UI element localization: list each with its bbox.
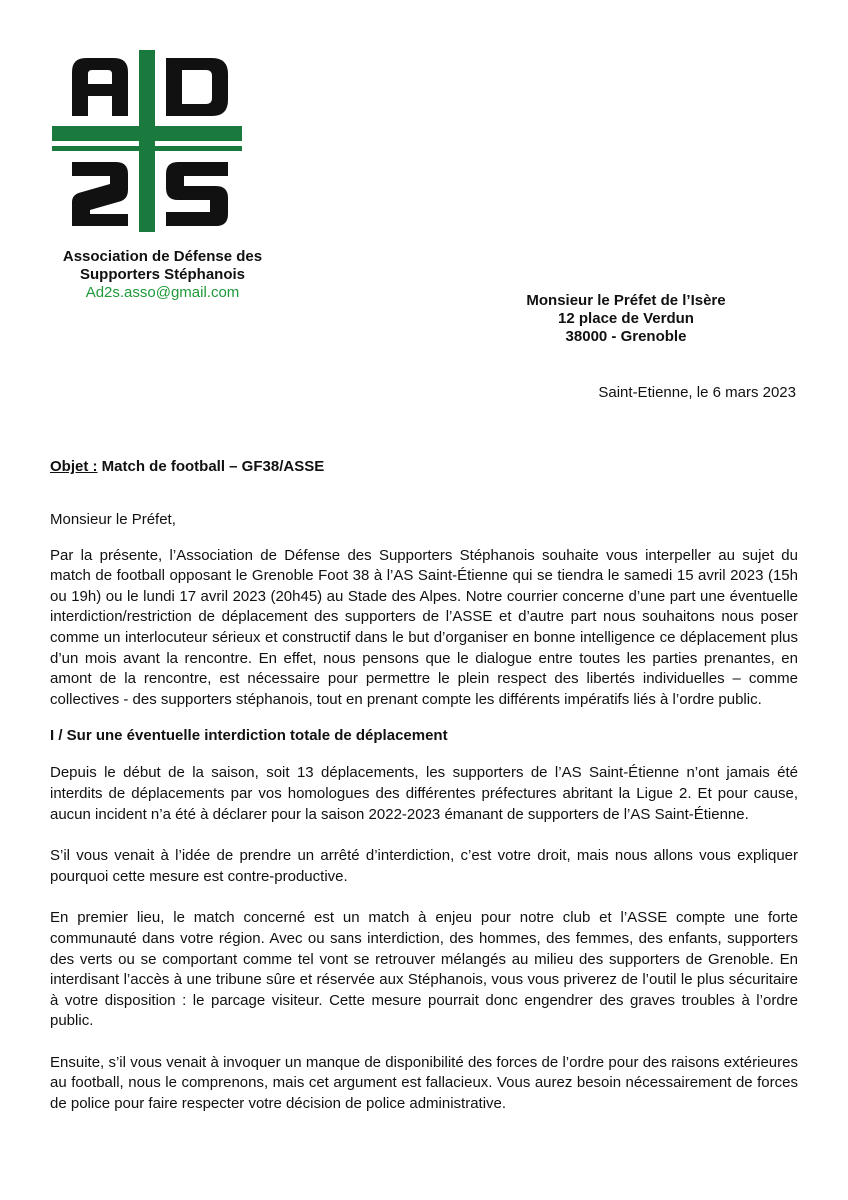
- sender-name-line1: Association de Défense des: [62, 248, 263, 265]
- ad2s-logo: [52, 50, 242, 232]
- sender-block: [40, 248, 285, 302]
- letter-date: Saint-Etienne, le 6 mars 2023: [598, 384, 796, 401]
- intro-paragraph: Par la présente, l’Association de Défense des Supporters Stéphanois souhaite vous interpeller au sujet du match de football opposant le Grenoble Foot 38 à l’AS Saint-Étienne qui se tiendra le samedi 15 avril 2023 (15h ou 19h) ou le lundi 17 avril 2023 (20h45) au Stade des Alpes. Notre courrier concerne d’une part une éventuelle interdiction/restriction de déplacement des supporters de l’ASSE et d’autre part nous souhaitons nous poser comme un interlocuteur sérieux et constructif dans le but d’organiser en bonne intelligence ce déplacement plus d’un mois avant la rencontre. En effet, nous pensons que le dialogue entre toutes les parties prenantes, en amont de la rencontre, est nécessaire pour permettre le plein respect des libertés individuelles – comme collectives - des supporters stéphanois, tout en prenant compte les différents impératifs liés à l’ordre public.: [50, 546, 798, 708]
- letter-body: [50, 510, 798, 1115]
- paragraph: S’il vous venait à l’idée de prendre un arrêté d’interdiction, c’est votre droit, mais nous allons vous expliquer pourquoi cette mesure est contre-productive.: [50, 847, 798, 885]
- recipient-line3: 38000 - Grenoble: [565, 328, 687, 345]
- sender-email[interactable]: Ad2s.asso@gmail.com: [85, 284, 240, 301]
- section-title: I / Sur une éventuelle interdiction totale de déplacement: [50, 727, 448, 745]
- subject-text: Match de football – GF38/ASSE: [97, 458, 325, 475]
- recipient-line1: Monsieur le Préfet de l’Isère: [526, 292, 726, 309]
- paragraph: En premier lieu, le match concerné est un match à enjeu pour notre club et l’ASSE compte une forte communauté dans votre région. Avec ou sans interdiction, des hommes, des femmes, des enfants, supporters des verts ou se comportant comme tel vont se retrouver mélangés au milieu des supporters de Grenoble. En interdisant l’accès à une tribune sûre et réservée aux Stéphanois, vous vous priverez de l’outil le plus sécuritaire à votre disposition : le parcage visiteur. Cette mesure pourrait donc engendrer des graves troubles à l’ordre public.: [50, 909, 798, 1030]
- recipient-line2: 12 place de Verdun: [558, 310, 694, 327]
- paragraph: Ensuite, s’il vous venait à invoquer un manque de disponibilité des forces de l’ordre pour des raisons extérieures au football, nous le comprenons, mais cet argument est fallacieux. Vous aurez besoin nécessairement de forces de police pour faire respecter votre décision de police administrative.: [50, 1053, 798, 1113]
- subject-label: Objet :: [50, 458, 98, 475]
- subject-line: [50, 458, 324, 475]
- recipient-block: [490, 292, 762, 346]
- sender-name-line2: Supporters Stéphanois: [79, 266, 246, 283]
- greeting: Monsieur le Préfet,: [50, 511, 176, 528]
- paragraph: Depuis le début de la saison, soit 13 déplacements, les supporters de l’AS Saint-Étienne n’ont jamais été interdits de déplacements par vos homologues des différentes préfectures abritant la Ligue 2. Et pour cause, aucun incident n’a été à déclarer pour la saison 2022-2023 émanant de supporters de l’AS Saint-Étienne.: [50, 764, 798, 823]
